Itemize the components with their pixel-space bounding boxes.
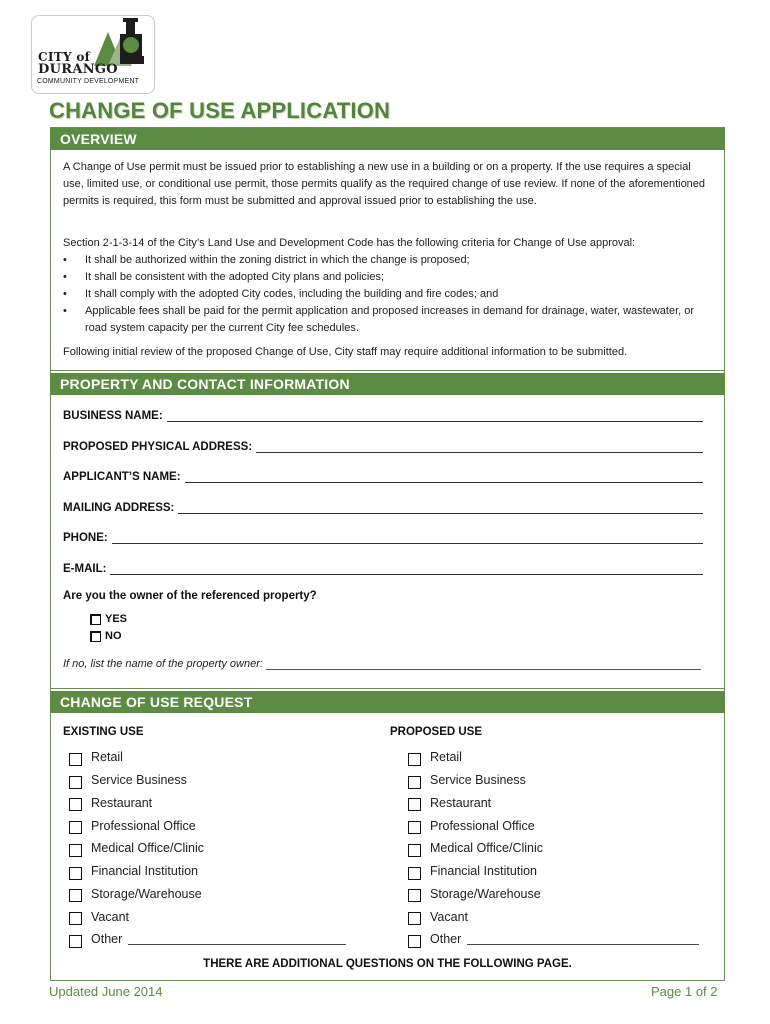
request-header: CHANGE OF USE REQUEST [50,691,725,713]
existing-use-option[interactable] [69,792,369,815]
business-name-field[interactable] [63,406,703,422]
proposed-use-heading: PROPOSED USE [390,726,483,738]
criteria-item: • It shall be authorized within the zoning district in which the change is proposed; [63,252,713,269]
proposed-use-list [408,746,708,951]
page-number: Page 1 of 2 [651,984,718,999]
property-owner-field[interactable] [63,654,701,670]
updated-date: Updated June 2014 [49,984,163,999]
phone-input[interactable] [112,532,703,544]
proposed-use-label: Restaurant [430,795,492,810]
logo-city-text: CITY of [38,50,91,64]
existing-use-checkbox[interactable] [69,935,82,948]
proposed-use-option[interactable] [408,905,708,928]
address-field[interactable] [63,437,703,453]
contact-header: PROPERTY AND CONTACT INFORMATION [50,373,725,395]
existing-use-label: Medical Office/Clinic [91,841,205,856]
existing-use-checkbox[interactable] [69,912,82,925]
existing-use-option[interactable] [69,905,369,928]
logo-durango-text: DURANGO [38,62,118,77]
email-input[interactable] [110,563,703,575]
business-name-label: BUSINESS NAME: [63,410,163,422]
criteria-list [63,252,713,337]
proposed-use-label: Storage/Warehouse [430,886,541,901]
existing-use-label: Restaurant [91,795,153,810]
no-checkbox[interactable] [90,631,101,642]
existing-use-checkbox[interactable] [69,867,82,880]
proposed-use-checkbox[interactable] [408,889,421,902]
additional-questions-notice: THERE ARE ADDITIONAL QUESTIONS ON THE FOLLOWING PAGE. [203,958,572,970]
overview-intro: A Change of Use permit must be issued prior to establishing a new use in a building or on a property. If the use requires a special use, limited use, or conditional use permit, those permits qualify as the required change of use review. If none of the aforementioned permits is required, this form must be submitted and approval issued prior to establishing the use. [63,161,706,207]
proposed-use-checkbox[interactable] [408,844,421,857]
proposed-use-option[interactable] [408,814,708,837]
proposed-use-label: Professional Office [430,818,535,833]
no-label: NO [105,630,122,642]
address-label: PROPOSED PHYSICAL ADDRESS: [63,441,253,453]
existing-use-checkbox[interactable] [69,821,82,834]
existing-use-checkbox[interactable] [69,776,82,789]
yes-checkbox[interactable] [90,614,101,625]
proposed-use-checkbox[interactable] [408,753,421,766]
existing-use-label: Financial Institution [91,864,199,879]
criteria-item: • It shall be consistent with the adopted City plans and policies; [63,269,713,286]
proposed-use-label: Financial Institution [430,864,538,879]
existing-use-option[interactable] [69,746,369,769]
section-divider [50,370,725,371]
mailing-label: MAILING ADDRESS: [63,502,175,514]
proposed-use-option[interactable] [408,883,708,906]
proposed-use-option[interactable] [408,837,708,860]
criteria-item: • Applicable fees shall be paid for the permit application and proposed increases in demand for drainage, water, wastewater, or road system capacity per the current City fee schedules. [63,303,713,337]
email-label: E-MAIL: [63,563,107,575]
applicant-input[interactable] [185,471,703,483]
existing-use-label: Storage/Warehouse [91,886,202,901]
owner-no-option[interactable] [90,630,122,642]
city-logo [31,15,155,94]
criteria-item: • It shall comply with the adopted City codes, including the building and fire codes; and [63,286,713,303]
proposed-use-label: Other [430,932,462,947]
address-input[interactable] [256,441,703,453]
proposed-use-checkbox[interactable] [408,912,421,925]
business-name-input[interactable] [167,410,703,422]
property-owner-input[interactable] [266,658,701,670]
property-owner-label: If no, list the name of the property owner: [63,658,263,670]
existing-other-input[interactable] [128,933,346,945]
proposed-use-label: Retail [430,750,462,765]
proposed-use-label: Vacant [430,909,468,924]
overview-header: OVERVIEW [50,128,725,150]
existing-use-label: Professional Office [91,818,196,833]
existing-use-option[interactable] [69,837,369,860]
proposed-use-option[interactable] [408,860,708,883]
existing-use-option[interactable] [69,928,369,951]
proposed-use-option[interactable] [408,769,708,792]
proposed-other-input[interactable] [467,933,699,945]
existing-use-list [69,746,369,951]
overview-followup: Following initial review of the proposed Change of Use, City staff may require additional information to be submitted. [63,346,628,358]
proposed-use-option[interactable] [408,746,708,769]
existing-use-option[interactable] [69,769,369,792]
proposed-use-checkbox[interactable] [408,776,421,789]
existing-use-label: Service Business [91,773,187,788]
proposed-use-checkbox[interactable] [408,821,421,834]
criteria-intro: Section 2-1-3-14 of the City’s Land Use and Development Code has the following criteria for Change of Use approval: [63,237,636,249]
proposed-use-label: Medical Office/Clinic [430,841,544,856]
phone-label: PHONE: [63,532,108,544]
mailing-field[interactable] [63,498,703,514]
phone-field[interactable] [63,528,703,544]
existing-use-option[interactable] [69,883,369,906]
existing-use-label: Vacant [91,909,129,924]
proposed-use-checkbox[interactable] [408,798,421,811]
owner-question: Are you the owner of the referenced property? [63,590,317,602]
page-title: CHANGE OF USE APPLICATION [49,98,391,123]
proposed-use-label: Service Business [430,773,526,788]
logo-department-text: COMMUNITY DEVELOPMENT [37,78,140,85]
existing-use-heading: EXISTING USE [63,726,144,738]
existing-use-label: Retail [91,750,123,765]
proposed-use-checkbox[interactable] [408,935,421,948]
applicant-label: APPLICANT’S NAME: [63,471,181,483]
existing-use-label: Other [91,932,123,947]
section-divider [50,688,725,689]
applicant-field[interactable] [63,467,703,483]
existing-use-checkbox[interactable] [69,753,82,766]
owner-yes-option[interactable] [90,613,127,625]
proposed-use-option[interactable] [408,792,708,815]
proposed-use-checkbox[interactable] [408,867,421,880]
email-field[interactable] [63,559,703,575]
existing-use-option[interactable] [69,814,369,837]
existing-use-option[interactable] [69,860,369,883]
yes-label: YES [105,613,128,625]
existing-use-checkbox[interactable] [69,798,82,811]
existing-use-checkbox[interactable] [69,889,82,902]
existing-use-checkbox[interactable] [69,844,82,857]
mailing-input[interactable] [178,502,703,514]
proposed-use-option[interactable] [408,928,708,951]
